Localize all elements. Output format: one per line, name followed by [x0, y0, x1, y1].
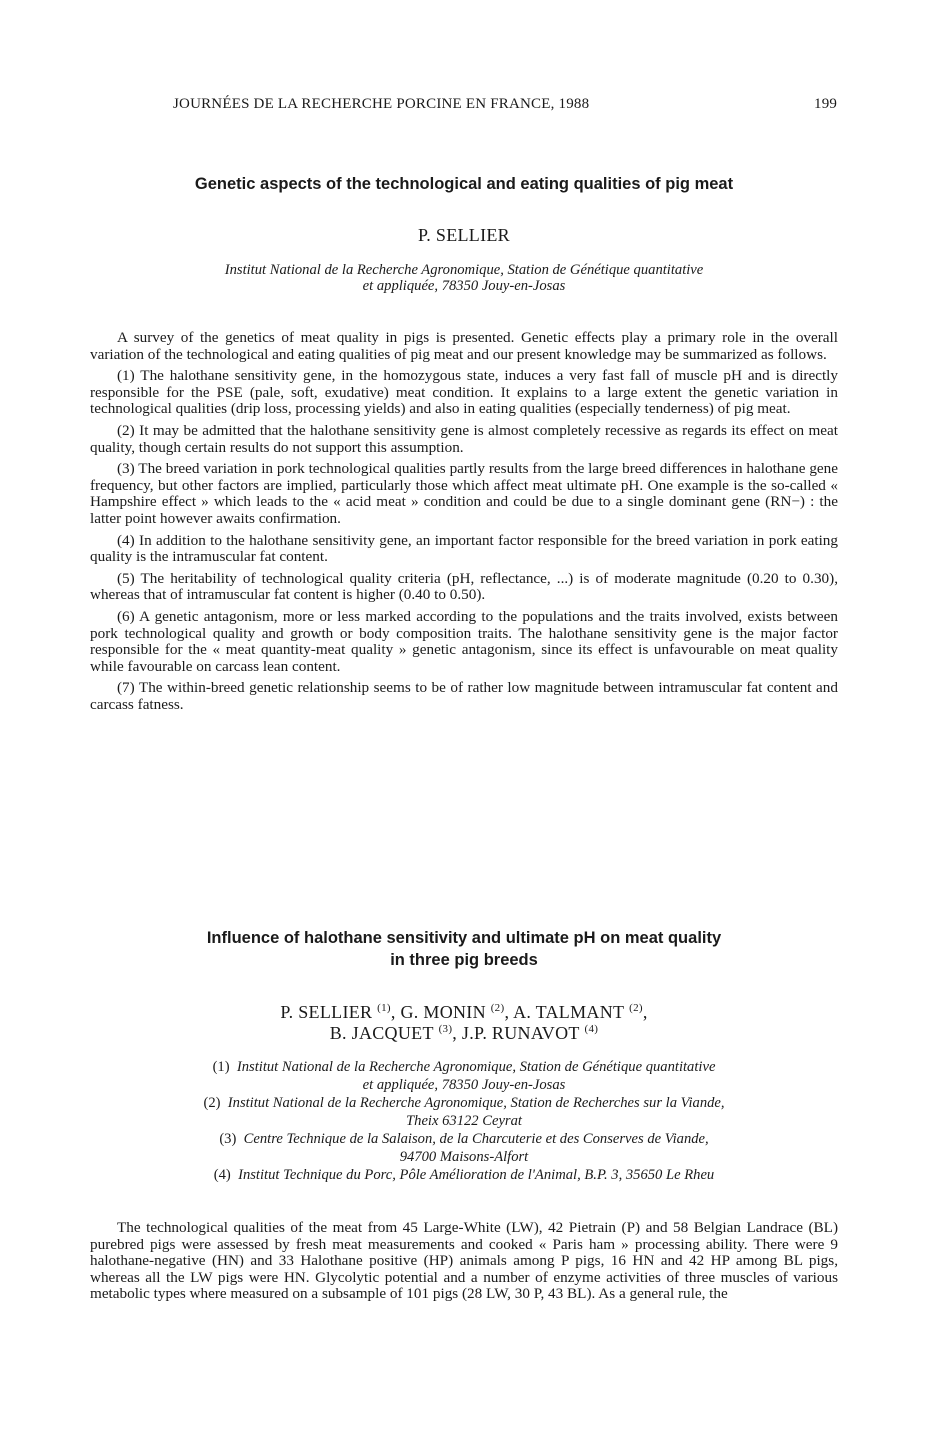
affiliation-text: Institut National de la Recherche Agronomique, Station de Recherches sur la Viande,	[227, 1095, 725, 1111]
author-line	[90, 1002, 838, 1023]
article-1-author: P. SELLIER	[417, 225, 510, 245]
article-2-body	[90, 1220, 838, 1308]
article-2-title	[90, 927, 838, 971]
author-separator: ,	[504, 1002, 514, 1022]
affiliation-line	[90, 1095, 838, 1111]
author-name: B. JACQUET	[329, 1023, 434, 1043]
title-line: in three pig breeds	[390, 951, 538, 969]
affiliation-line	[90, 1131, 838, 1147]
affiliation-line	[90, 1167, 838, 1183]
author-line	[90, 1023, 838, 1044]
page-number: 199	[814, 96, 838, 112]
article-1-affiliation	[90, 262, 838, 294]
paragraph: A survey of the genetics of meat quality in pigs is presented. Genetic effects play a primary role in the overall variation of the technological and eating qualities of pig meat and our present knowledge may be summarized as follows.	[90, 329, 838, 363]
paragraph: (2) It may be admitted that the halothane sensitivity gene is almost completely recessive as regards its effect on meat quality, though certain results do not support this assumption.	[90, 421, 838, 456]
title-line: Influence of halothane sensitivity and ultimate pH on meat quality	[206, 929, 722, 947]
affiliation-line: et appliquée, 78350 Jouy-en-Josas	[362, 1077, 566, 1093]
article-1-title: Genetic aspects of the technological and eating qualities of pig meat	[194, 175, 734, 193]
author-separator: ,	[642, 1002, 648, 1022]
author-name: A. TALMANT	[513, 1002, 625, 1022]
author-name: P. SELLIER	[280, 1002, 373, 1022]
author-ref: (4)	[584, 1023, 599, 1035]
affiliation-line: Institut National de la Recherche Agronomique, Station de Génétique quantitative	[224, 262, 704, 278]
paragraph: (1) The halothane sensitivity gene, in the homozygous state, induces a very fast fall of muscle pH and is directly responsible for the PSE (pale, soft, exudative) meat condition. It explains to a large extent the genetic variation in technological qualities (drip loss, processing yields) and also in eating qualities (especially tenderness) of pig meat.	[90, 367, 838, 418]
article-2-affiliations	[90, 1059, 838, 1185]
paragraph: (5) The heritability of technological quality criteria (pH, reflectance, ...) is of moderate magnitude (0.20 to 0.30), whereas that of intramuscular fat content is higher (0.40 to 0.50).	[90, 569, 838, 604]
author-separator: ,	[390, 1002, 401, 1022]
article-1-body	[90, 330, 838, 718]
affiliation-text: Institut Technique du Porc, Pôle Amélioration de l'Animal, B.P. 3, 35650 Le Rheu	[238, 1167, 715, 1183]
author-name: J.P. RUNAVOT	[461, 1023, 580, 1043]
author-ref: (2)	[629, 1002, 643, 1014]
affiliation-line: et appliquée, 78350 Jouy-en-Josas	[362, 278, 566, 294]
affiliation-line	[90, 1059, 838, 1075]
author-separator: ,	[452, 1023, 462, 1043]
paragraph: (3) The breed variation in pork technological qualities partly results from the large breed differences in halothane gene frequency, but other factors are implied, particularly those which affect meat ultimate pH. One example is the so-called « Hampshire effect » which leads to the « acid meat » condition and could be due to a single dominant gene (RN−) : the latter point however awaits confirmation.	[90, 460, 838, 527]
affiliation-number: (4)	[213, 1167, 231, 1183]
paragraph: (4) In addition to the halothane sensitivity gene, an important factor responsible for the breed variation in pork eating quality is the intramuscular fat content.	[90, 531, 838, 566]
affiliation-line: 94700 Maisons-Alfort	[399, 1149, 529, 1165]
journal-title: JOURNÉES DE LA RECHERCHE PORCINE EN FRANCE, 1988	[173, 96, 590, 112]
affiliation-text: Centre Technique de la Salaison, de la Charcuterie et des Conserves de Viande,	[243, 1131, 709, 1147]
article-2-authors	[90, 1002, 838, 1044]
paragraph: (6) A genetic antagonism, more or less marked according to the populations and the traits involved, exists between pork technological quality and growth or body composition traits. The halothane sensitivity gene is the major factor responsible for the « meat quantity-meat quality » genetic antagonism, since its effect is unfavourable on meat quality while favourable on carcass lean content.	[90, 607, 838, 675]
author-ref: (2)	[490, 1002, 505, 1014]
running-head	[0, 96, 930, 116]
affiliation-line: Theix 63122 Ceyrat	[406, 1113, 522, 1129]
author-ref: (1)	[377, 1002, 391, 1014]
affiliation-text: Institut National de la Recherche Agronomique, Station de Génétique quantitative	[236, 1059, 716, 1075]
author-ref: (3)	[438, 1023, 453, 1035]
affiliation-number: (2)	[203, 1095, 221, 1111]
affiliation-number: (3)	[219, 1131, 237, 1147]
affiliation-number: (1)	[212, 1059, 230, 1075]
paragraph: (7) The within-breed genetic relationship seems to be of rather low magnitude between intramuscular fat content and carcass fatness.	[90, 679, 838, 713]
author-name: G. MONIN	[400, 1002, 486, 1022]
paragraph: The technological qualities of the meat from 45 Large-White (LW), 42 Pietrain (P) and 58 Belgian Landrace (BL) purebred pigs were assessed by fresh meat measurements and cooked « Paris ham » processing ability. There were 9 halothane-negative (HN) and 33 Halothane positive (HP) animals among P pigs, 16 HN and 42 HP among BL pigs, whereas all the LW pigs were HN. Glycolytic potential and a number of enzyme activities of three muscles of various metabolic types where measured on a subsample of 101 pigs (28 LW, 30 P, 43 BL). As a general rule, the	[90, 1219, 838, 1303]
